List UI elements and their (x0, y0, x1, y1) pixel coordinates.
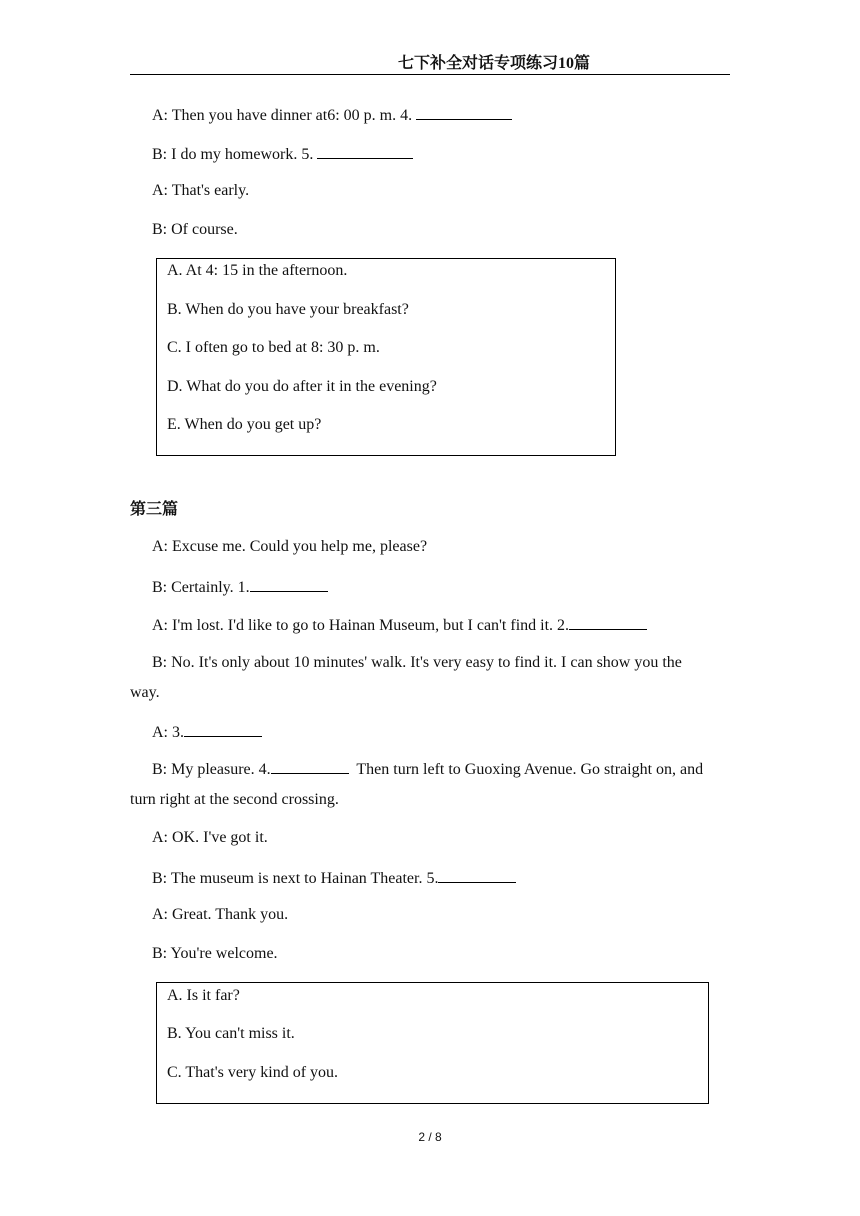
dialogue-line (152, 577, 328, 597)
dialogue-text: B: The museum is next to Hainan Theater. 5. (152, 870, 439, 887)
dialogue-line (152, 105, 512, 125)
dialogue-text: B: I do my homework. 5. (152, 146, 318, 163)
dialogue-line: B: You're welcome. (152, 945, 278, 962)
page-header-title: 七下补全对话专项练习10篇 (397, 55, 590, 72)
answer-blank[interactable] (569, 615, 647, 630)
dialogue-text: A: Then you have dinner at6: 00 p. m. 4. (152, 107, 417, 124)
option-item: C. I often go to bed at 8: 30 p. m. (167, 339, 380, 356)
options-box (156, 982, 709, 1104)
option-item: A. Is it far? (167, 987, 240, 1004)
dialogue-line (152, 615, 647, 635)
answer-blank[interactable] (416, 105, 512, 120)
dialogue-text: B: My pleasure. 4. (152, 761, 271, 778)
dialogue-line (152, 722, 262, 742)
answer-blank[interactable] (317, 144, 413, 159)
answer-blank[interactable] (438, 868, 516, 883)
answer-blank[interactable] (271, 759, 349, 774)
dialogue-line: A: That's early. (152, 182, 250, 199)
option-item: A. At 4: 15 in the afternoon. (167, 262, 348, 279)
dialogue-line: B: No. It's only about 10 minutes' walk. It's very easy to find it. I can show you the way. (130, 654, 682, 701)
dialogue-text: A: I'm lost. I'd like to go to Hainan Museum, but I can't find it. 2. (152, 617, 570, 634)
dialogue-text: Then turn left to Guoxing Avenue. Go straight on, and turn right at the second crossing. (130, 761, 708, 808)
answer-blank[interactable] (184, 722, 262, 737)
section-title: 第三篇 (130, 499, 179, 518)
dialogue-line: A: Great. Thank you. (152, 906, 289, 923)
options-box (156, 258, 616, 456)
option-item: C. That's very kind of you. (167, 1064, 339, 1081)
dialogue-line (152, 868, 516, 888)
dialogue-line (130, 755, 708, 815)
option-item: E. When do you get up? (167, 416, 322, 433)
dialogue-text: A: 3. (152, 724, 184, 741)
page-number: 2 / 8 (418, 1130, 442, 1144)
dialogue-line: A: OK. I've got it. (152, 829, 268, 846)
dialogue-line: B: Of course. (152, 221, 238, 238)
dialogue-line (152, 144, 413, 164)
option-item: D. What do you do after it in the evening? (167, 378, 437, 395)
header-divider (130, 74, 730, 75)
answer-blank[interactable] (250, 577, 328, 592)
option-item: B. You can't miss it. (167, 1025, 295, 1042)
dialogue-text: B: Certainly. 1. (152, 579, 250, 596)
dialogue-line: A: Excuse me. Could you help me, please? (152, 538, 428, 555)
option-item: B. When do you have your breakfast? (167, 301, 409, 318)
